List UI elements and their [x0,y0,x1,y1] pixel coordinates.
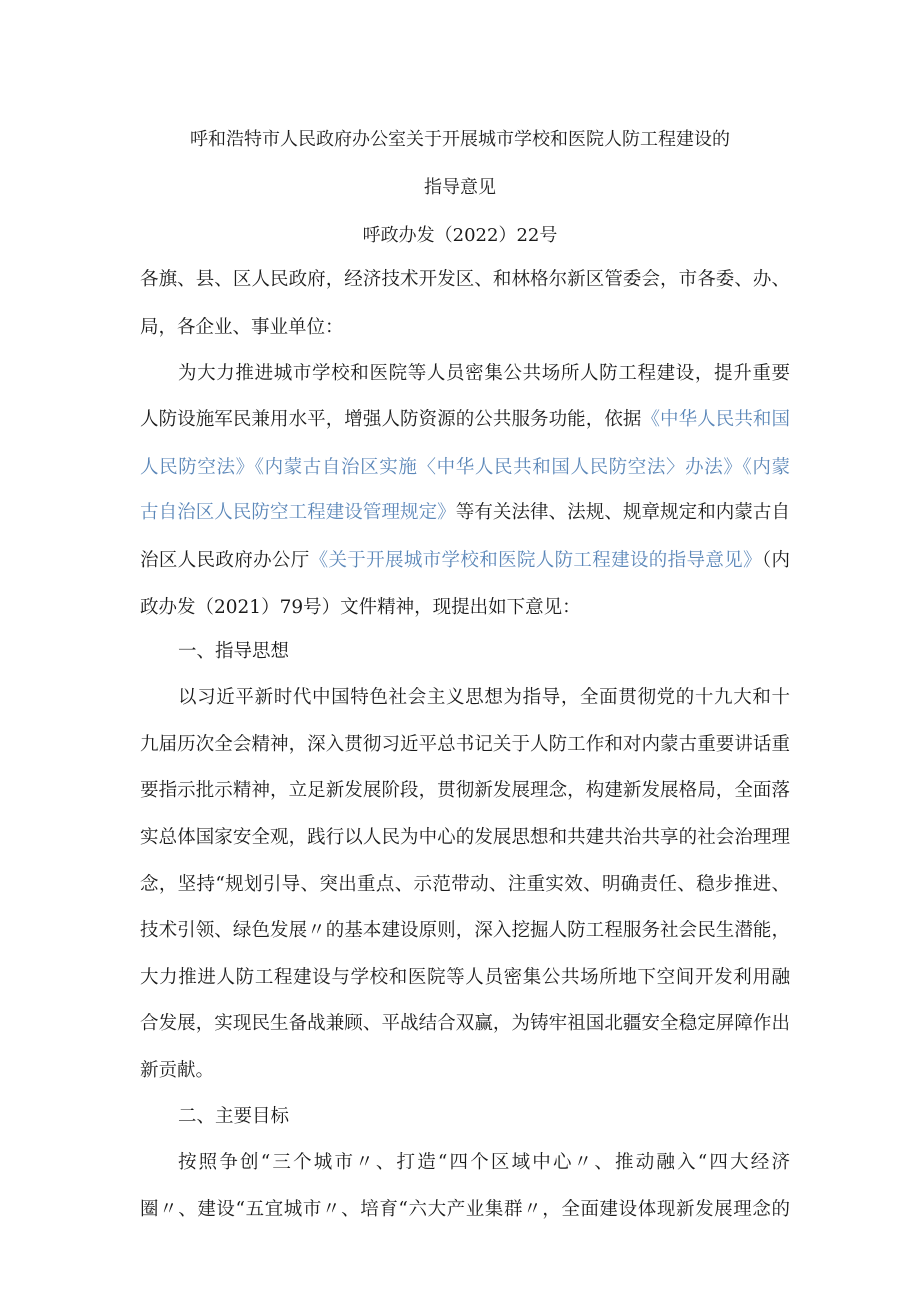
intro-line [140,549,790,573]
section1-line: 九届历次全会精神，深入贯彻习近平总书记关于人防工作和对内蒙古重要讲话重 [140,734,790,755]
section-heading-1: 一、指导思想 [178,641,290,662]
intro-line: 为大力推进城市学校和医院等人员密集公共场所人防工程建设，提升重要 [178,363,790,384]
addressee-line: 局，各企业、事业单位： [140,317,344,338]
section1-line: 大力推进人防工程建设与学校和医院等人员密集公共场所地下空间开发利用融 [140,967,790,988]
law-link[interactable]: 古自治区人民防空工程建设管理规定》 [140,502,456,523]
section1-line: 以习近平新时代中国特色社会主义思想为指导，全面贯彻党的十九大和十 [178,687,790,708]
intro-line [140,408,790,432]
intro-text: 人防设施军民兼用水平，增强人防资源的公共服务功能，依据 [140,409,642,430]
intro-text: 等有关法律、法规、规章规定和内蒙古自 [455,502,790,523]
document-number: 呼政办发（2022）22号 [362,225,558,246]
law-link[interactable]: 《中华人民共和国 [641,409,790,430]
section1-line: 要指示批示精神，立足新发展阶段，贯彻新发展理念，构建新发展格局，全面落 [140,780,790,801]
section1-line: 新贡献。 [140,1060,215,1081]
section1-line: 念，坚持“规划引导、突出重点、示范带动、注重实效、明确责任、稳步推进、 [140,874,790,895]
section1-line: 合发展，实现民生备战兼顾、平战结合双赢，为铸牢祖国北疆安全稳定屏障作出 [140,1013,790,1034]
section2-line: 按照争创“三个城市〃、打造“四个区域中心〃、推动融入“四大经济 [178,1152,790,1173]
guidance-link[interactable]: 《关于开展城市学校和医院人防工程建设的指导意见》 [309,550,762,571]
section-heading-2: 二、主要目标 [178,1106,290,1127]
addressee-line: 各旗、县、区人民政府，经济技术开发区、和林格尔新区管委会，市各委、办、 [140,269,790,290]
section1-line: 实总体国家安全观，践行以人民为中心的发展思想和共建共治共享的社会治理理 [140,827,790,848]
law-link[interactable]: 人民防空法》《内蒙古自治区实施〈中华人民共和国人民防空法〉办法》《内蒙 [140,457,790,478]
document-title-line-2: 指导意见 [424,177,496,198]
intro-text: 治区人民政府办公厅 [140,550,310,571]
section2-line: 圈〃、建设“五宜城市〃、培育“六大产业集群〃，全面建设体现新发展理念的 [140,1199,790,1220]
document-title-line-1: 呼和浩特市人民政府办公室关于开展城市学校和医院人防工程建设的 [190,129,730,150]
intro-text: （内 [761,550,790,571]
intro-line: 政办发（2021）79号）文件精神，现提出如下意见： [140,597,581,618]
intro-line [140,501,790,525]
section1-line: 技术引领、绿色发展〃的基本建设原则，深入挖掘人防工程服务社会民生潜能， [140,920,790,941]
